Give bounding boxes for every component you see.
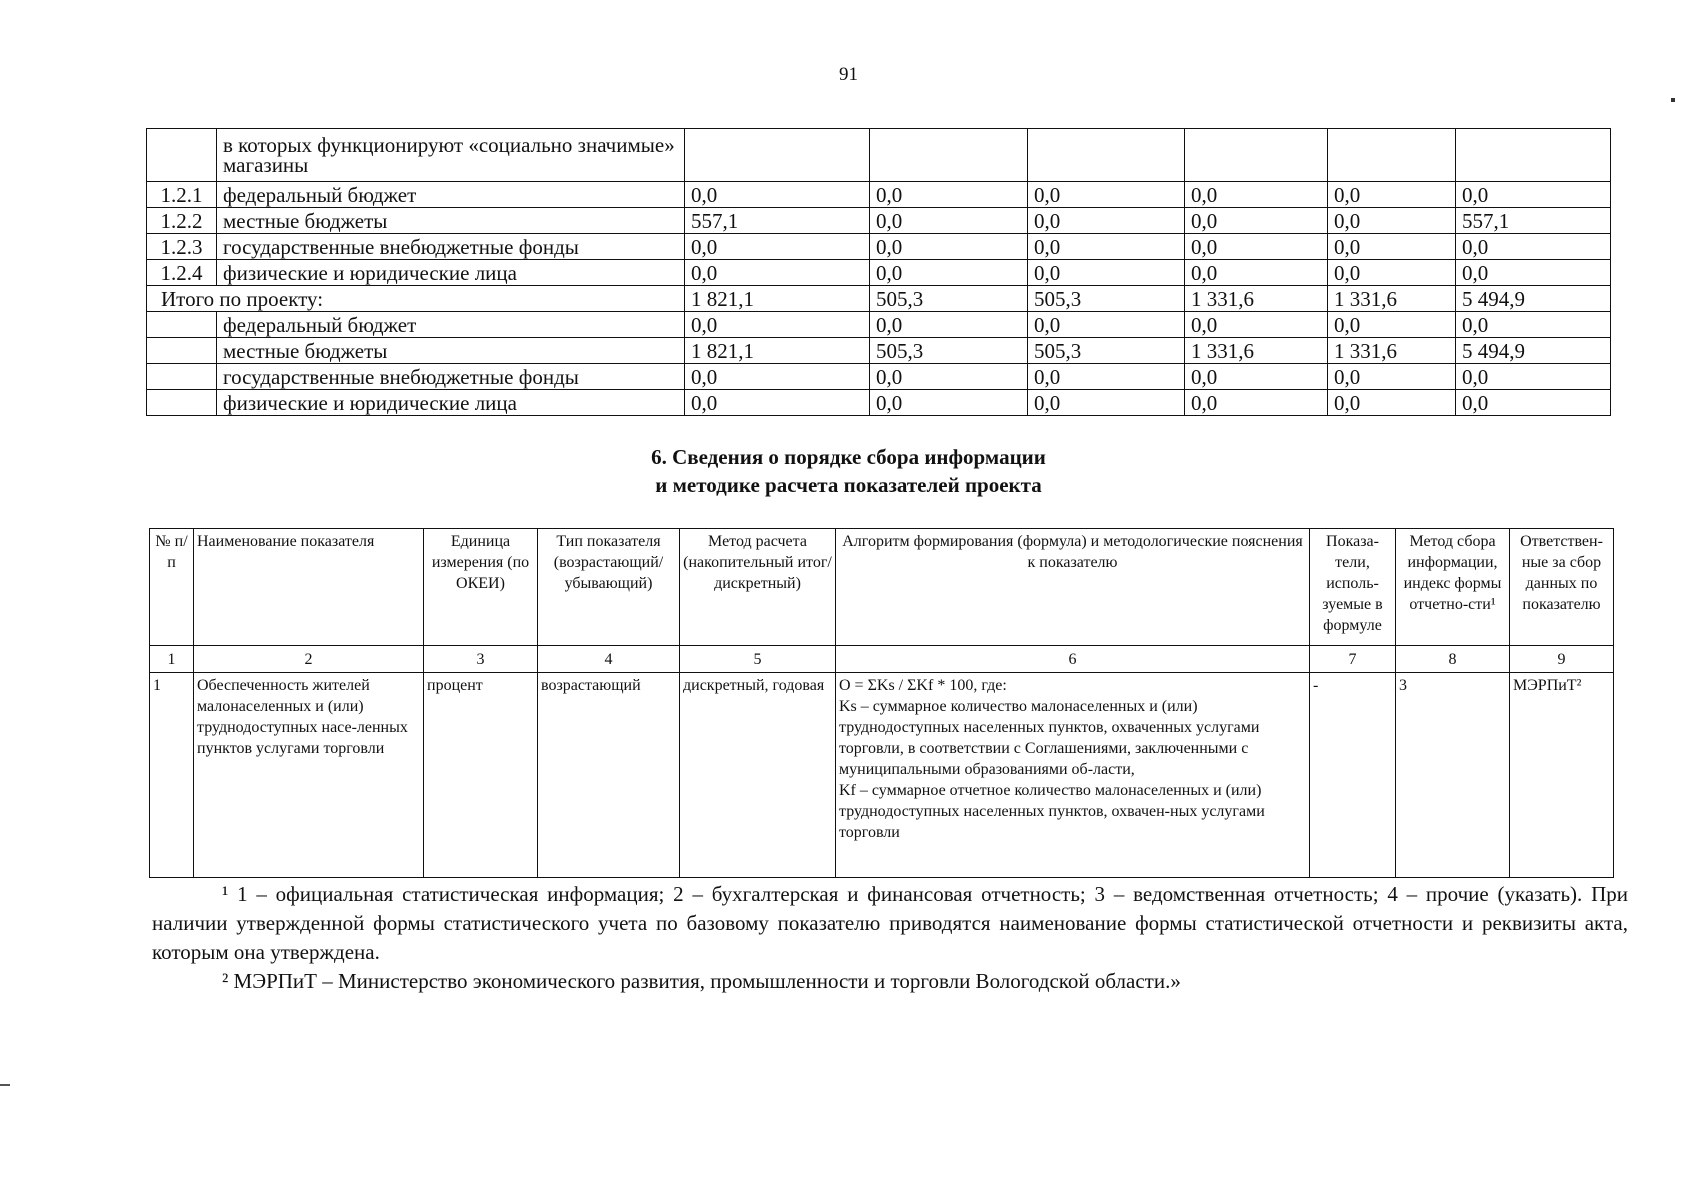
budget-value: 557,1 bbox=[685, 208, 870, 234]
budget-value: 1 821,1 bbox=[685, 286, 870, 312]
header-method: Метод расчета (накопительный итог/дискретный) bbox=[680, 529, 836, 646]
budget-value: 0,0 bbox=[1456, 260, 1611, 286]
indicator-type: возрастающий bbox=[538, 673, 680, 878]
budget-value: 1 331,6 bbox=[1185, 286, 1328, 312]
column-number: 2 bbox=[194, 646, 424, 673]
budget-value bbox=[1456, 129, 1611, 182]
budget-value: 0,0 bbox=[1185, 208, 1328, 234]
indicator-calc-method: дискретный, годовая bbox=[680, 673, 836, 878]
algorithm-kf-definition: Kf – суммарное отчетное количество малонаселенных и (или) труднодоступных населенных пунктов, охвачен-ных услугами торговли bbox=[839, 782, 1265, 841]
budget-row bbox=[147, 208, 1611, 234]
budget-value: 505,3 bbox=[870, 338, 1028, 364]
budget-row bbox=[147, 182, 1611, 208]
budget-value: 505,3 bbox=[870, 286, 1028, 312]
column-number: 3 bbox=[424, 646, 538, 673]
budget-value: 0,0 bbox=[870, 312, 1028, 338]
budget-value: 0,0 bbox=[685, 260, 870, 286]
budget-row-name: физические и юридические лица bbox=[217, 390, 685, 416]
header-unit: Единица измерения (по ОКЕИ) bbox=[424, 529, 538, 646]
header-collection-method: Метод сбора информации, индекс формы отчетно-сти¹ bbox=[1396, 529, 1510, 646]
budget-value: 0,0 bbox=[1456, 364, 1611, 390]
budget-value: 0,0 bbox=[870, 390, 1028, 416]
budget-row-code bbox=[147, 364, 217, 390]
section-heading bbox=[0, 443, 1697, 499]
budget-row bbox=[147, 364, 1611, 390]
budget-row-name: местные бюджеты bbox=[217, 338, 685, 364]
budget-table bbox=[146, 128, 1611, 416]
budget-row-code: 1.2.2 bbox=[147, 208, 217, 234]
indicator-used-indicators: - bbox=[1310, 673, 1396, 878]
budget-value: 0,0 bbox=[1328, 182, 1456, 208]
budget-value: 0,0 bbox=[1185, 390, 1328, 416]
budget-value: 505,3 bbox=[1028, 286, 1185, 312]
footnote-1: ¹ 1 – официальная статистическая информация; 2 – бухгалтерская и финансовая отчетность; 3 – ведомственная отчетность; 4 – прочие (указать). При наличии утвержденной формы статистического учета по базовому показателю приводятся наименование формы статистической отчетности и реквизиты акта, которым она утверждена. bbox=[152, 882, 1628, 964]
budget-row bbox=[147, 129, 1611, 182]
budget-value: 0,0 bbox=[1185, 182, 1328, 208]
budget-value: 0,0 bbox=[870, 182, 1028, 208]
budget-value: 0,0 bbox=[685, 390, 870, 416]
budget-value: 5 494,9 bbox=[1456, 286, 1611, 312]
budget-value: 0,0 bbox=[1328, 390, 1456, 416]
budget-value: 0,0 bbox=[870, 364, 1028, 390]
budget-row-code: 1.2.3 bbox=[147, 234, 217, 260]
budget-table-body bbox=[147, 129, 1611, 416]
header-algorithm: Алгоритм формирования (формула) и методологические пояснения к показателю bbox=[836, 529, 1310, 646]
budget-value: 0,0 bbox=[685, 312, 870, 338]
column-number: 6 bbox=[836, 646, 1310, 673]
budget-value bbox=[1328, 129, 1456, 182]
budget-row bbox=[147, 234, 1611, 260]
budget-row bbox=[147, 260, 1611, 286]
column-number: 1 bbox=[150, 646, 194, 673]
algorithm-ks-definition: Ks – суммарное количество малонаселенных и (или) труднодоступных населенных пунктов, охваченных услугами торговли, в соответствии с Соглашениями, заключенными с муниципальными образованиями об-ласти, bbox=[839, 698, 1260, 778]
budget-row-name: в которых функционируют «социально значимые» магазины bbox=[217, 129, 685, 182]
budget-value bbox=[1028, 129, 1185, 182]
budget-value bbox=[685, 129, 870, 182]
budget-row-name: физические и юридические лица bbox=[217, 260, 685, 286]
indicator-num: 1 bbox=[150, 673, 194, 878]
indicator-info-table bbox=[149, 528, 1614, 878]
budget-value: 0,0 bbox=[1185, 364, 1328, 390]
budget-value: 0,0 bbox=[685, 182, 870, 208]
budget-value: 0,0 bbox=[685, 364, 870, 390]
budget-row bbox=[147, 390, 1611, 416]
budget-value: 0,0 bbox=[1028, 208, 1185, 234]
budget-value: 0,0 bbox=[1185, 260, 1328, 286]
budget-value: 1 331,6 bbox=[1328, 338, 1456, 364]
budget-value: 557,1 bbox=[1456, 208, 1611, 234]
column-number: 8 bbox=[1396, 646, 1510, 673]
budget-row-code bbox=[147, 312, 217, 338]
budget-value: 0,0 bbox=[1028, 260, 1185, 286]
budget-row-code: 1.2.1 bbox=[147, 182, 217, 208]
budget-value: 0,0 bbox=[1028, 390, 1185, 416]
scan-margin-mark bbox=[0, 1084, 10, 1086]
indicator-collection-method: 3 bbox=[1396, 673, 1510, 878]
indicator-unit: процент bbox=[424, 673, 538, 878]
budget-value: 0,0 bbox=[1328, 364, 1456, 390]
indicator-responsible: МЭРПиТ² bbox=[1510, 673, 1614, 878]
page-number: 91 bbox=[839, 64, 858, 85]
budget-value: 1 331,6 bbox=[1185, 338, 1328, 364]
budget-value: 0,0 bbox=[1328, 312, 1456, 338]
budget-row bbox=[147, 286, 1611, 312]
column-number: 5 bbox=[680, 646, 836, 673]
budget-value: 0,0 bbox=[1328, 234, 1456, 260]
budget-value: 0,0 bbox=[870, 208, 1028, 234]
budget-value bbox=[870, 129, 1028, 182]
column-number: 9 bbox=[1510, 646, 1614, 673]
budget-row-name: местные бюджеты bbox=[217, 208, 685, 234]
header-indicators: Показа-тели, исполь-зуемые в формуле bbox=[1310, 529, 1396, 646]
budget-value: 0,0 bbox=[1456, 234, 1611, 260]
scan-edge-mark bbox=[1671, 98, 1675, 102]
budget-row bbox=[147, 312, 1611, 338]
column-number: 7 bbox=[1310, 646, 1396, 673]
budget-value bbox=[1185, 129, 1328, 182]
indicator-name: Обеспеченность жителей малонаселенных и (или) труднодоступных насе-ленных пунктов услугами торговли bbox=[194, 673, 424, 878]
budget-value: 1 821,1 bbox=[685, 338, 870, 364]
budget-row-name: федеральный бюджет bbox=[217, 312, 685, 338]
indicator-algorithm bbox=[836, 673, 1310, 878]
budget-value: 0,0 bbox=[1456, 390, 1611, 416]
header-row bbox=[150, 529, 1614, 646]
budget-value: 0,0 bbox=[1328, 260, 1456, 286]
budget-value: 5 494,9 bbox=[1456, 338, 1611, 364]
budget-row-code bbox=[147, 390, 217, 416]
footnote-2: ² МЭРПиТ – Министерство экономического развития, промышленности и торговли Вологодской области.» bbox=[222, 969, 1181, 993]
header-type: Тип показателя (возрастающий/ убывающий) bbox=[538, 529, 680, 646]
section-heading-line-1: 6. Сведения о порядке сбора информации bbox=[651, 445, 1046, 469]
budget-row-code bbox=[147, 338, 217, 364]
section-heading-line-2: и методике расчета показателей проекта bbox=[655, 473, 1042, 497]
budget-value: 0,0 bbox=[1185, 312, 1328, 338]
column-number: 4 bbox=[538, 646, 680, 673]
budget-value: 505,3 bbox=[1028, 338, 1185, 364]
budget-row-code: 1.2.4 bbox=[147, 260, 217, 286]
budget-total-label: Итого по проекту: bbox=[147, 286, 685, 312]
indicator-row bbox=[150, 673, 1614, 878]
budget-value: 1 331,6 bbox=[1328, 286, 1456, 312]
header-num: № п/п bbox=[150, 529, 194, 646]
budget-value: 0,0 bbox=[870, 260, 1028, 286]
budget-value: 0,0 bbox=[685, 234, 870, 260]
budget-value: 0,0 bbox=[1456, 182, 1611, 208]
column-number-row bbox=[150, 646, 1614, 673]
algorithm-formula: O = ΣKs / ΣKf * 100, где: bbox=[839, 677, 1007, 694]
footnotes bbox=[152, 880, 1628, 996]
budget-row-name: государственные внебюджетные фонды bbox=[217, 234, 685, 260]
budget-value: 0,0 bbox=[1328, 208, 1456, 234]
budget-value: 0,0 bbox=[1456, 312, 1611, 338]
budget-value: 0,0 bbox=[1028, 182, 1185, 208]
header-responsible: Ответствен-ные за сбор данных по показателю bbox=[1510, 529, 1614, 646]
budget-value: 0,0 bbox=[1185, 234, 1328, 260]
budget-row-code bbox=[147, 129, 217, 182]
budget-value: 0,0 bbox=[870, 234, 1028, 260]
budget-value: 0,0 bbox=[1028, 364, 1185, 390]
budget-row bbox=[147, 338, 1611, 364]
budget-value: 0,0 bbox=[1028, 234, 1185, 260]
budget-row-name: федеральный бюджет bbox=[217, 182, 685, 208]
budget-row-name: государственные внебюджетные фонды bbox=[217, 364, 685, 390]
budget-value: 0,0 bbox=[1028, 312, 1185, 338]
header-name: Наименование показателя bbox=[194, 529, 424, 646]
